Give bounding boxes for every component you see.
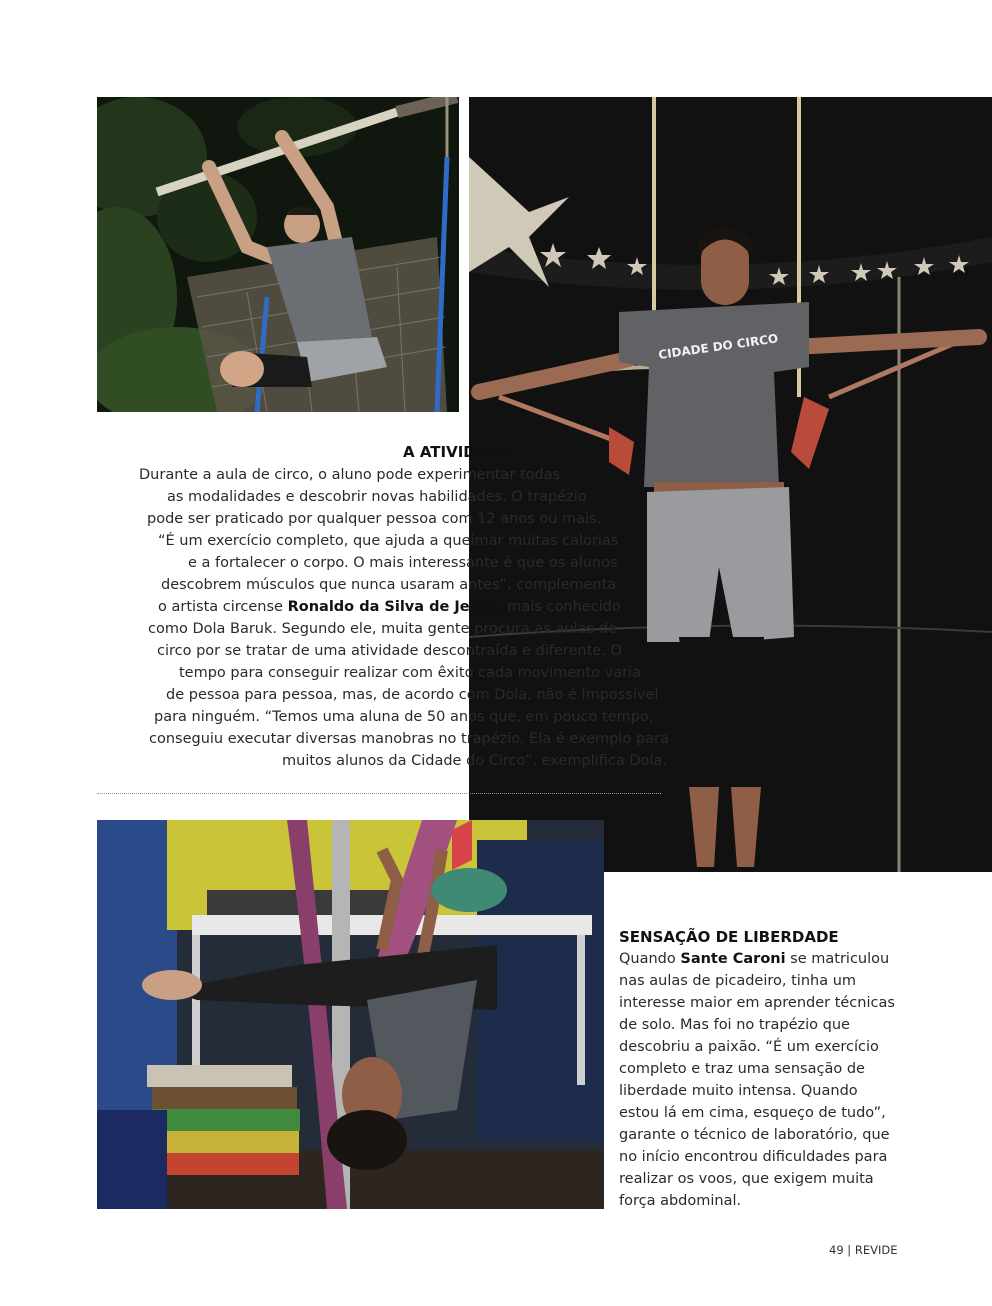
body-text-line: pode ser praticado por qualquer pessoa com 12 anos ou mais. bbox=[147, 511, 602, 527]
body-text-line: liberdade muito intensa. Quando bbox=[619, 1083, 858, 1099]
text-run: o artista circense bbox=[158, 599, 288, 615]
photo-trapeze-night bbox=[97, 97, 459, 412]
section-heading-sensacao: SENSAÇÃO DE LIBERDADE bbox=[619, 928, 839, 946]
body-text-line: conseguiu executar diversas manobras no trapézio. Ela é exemplo para bbox=[149, 731, 669, 747]
text-run: se matriculou bbox=[785, 951, 890, 967]
body-text-line bbox=[619, 948, 889, 970]
dotted-divider bbox=[97, 793, 661, 794]
body-text-line: estou lá em cima, esqueço de tudo”, bbox=[619, 1105, 886, 1121]
body-text-line: muitos alunos da Cidade do Circo”, exemplifica Dola. bbox=[282, 753, 667, 769]
body-text-line: circo por se tratar de uma atividade descontraída e diferente. O bbox=[157, 643, 622, 659]
person-name-sante: Sante Caroni bbox=[680, 951, 786, 967]
body-text-line: força abdominal. bbox=[619, 1193, 742, 1209]
shirt-text: CIDADE DO CIRCO bbox=[657, 331, 779, 362]
magazine-name: REVIDE bbox=[854, 1243, 898, 1257]
body-text-line: interesse maior em aprender técnicas bbox=[619, 995, 895, 1011]
section-heading-atividade: A ATIVIDADE bbox=[403, 443, 511, 461]
body-text-line: Durante a aula de circo, o aluno pode experimentar todas bbox=[139, 467, 561, 483]
page-number: 49 bbox=[829, 1243, 844, 1257]
body-text-line: “É um exercício completo, que ajuda a queimar muitas calorias bbox=[158, 533, 619, 549]
body-text-line: de pessoa para pessoa, mas, de acordo com Dola, não é impossível bbox=[166, 687, 659, 703]
body-text-line: as modalidades e descobrir novas habilidades. O trapézio bbox=[167, 489, 587, 505]
body-text-line: descobriu a paixão. “É um exercício bbox=[619, 1039, 879, 1055]
folio-separator: | bbox=[847, 1243, 852, 1257]
text-run: Quando bbox=[619, 951, 681, 967]
photo-aerial-fabric bbox=[97, 820, 604, 1209]
body-text-line bbox=[158, 596, 621, 618]
person-name-ronaldo: Ronaldo da Silva de Jesus, bbox=[287, 599, 503, 615]
text-run: mais conhecido bbox=[502, 599, 621, 615]
body-text-line: garante o técnico de laboratório, que bbox=[619, 1127, 890, 1143]
body-text-line: para ninguém. “Temos uma aluna de 50 anos que, em pouco tempo, bbox=[154, 709, 654, 725]
page-folio bbox=[829, 1243, 897, 1257]
body-text-line: realizar os voos, que exigem muita bbox=[619, 1171, 874, 1187]
body-text-line: e a fortalecer o corpo. O mais interessante é que os alunos bbox=[188, 555, 618, 571]
body-text-line: de solo. Mas foi no trapézio que bbox=[619, 1017, 850, 1033]
body-text-line: tempo para conseguir realizar com êxito cada movimento varia bbox=[179, 665, 641, 681]
body-text-line: completo e traz uma sensação de bbox=[619, 1061, 865, 1077]
body-text-line: nas aulas de picadeiro, tinha um bbox=[619, 973, 857, 989]
body-text-line: descobrem músculos que nunca usaram antes”, complementa bbox=[161, 577, 617, 593]
body-text-line: como Dola Baruk. Segundo ele, muita gente procura as aulas de bbox=[148, 621, 617, 637]
body-text-line: no início encontrou dificuldades para bbox=[619, 1149, 888, 1165]
